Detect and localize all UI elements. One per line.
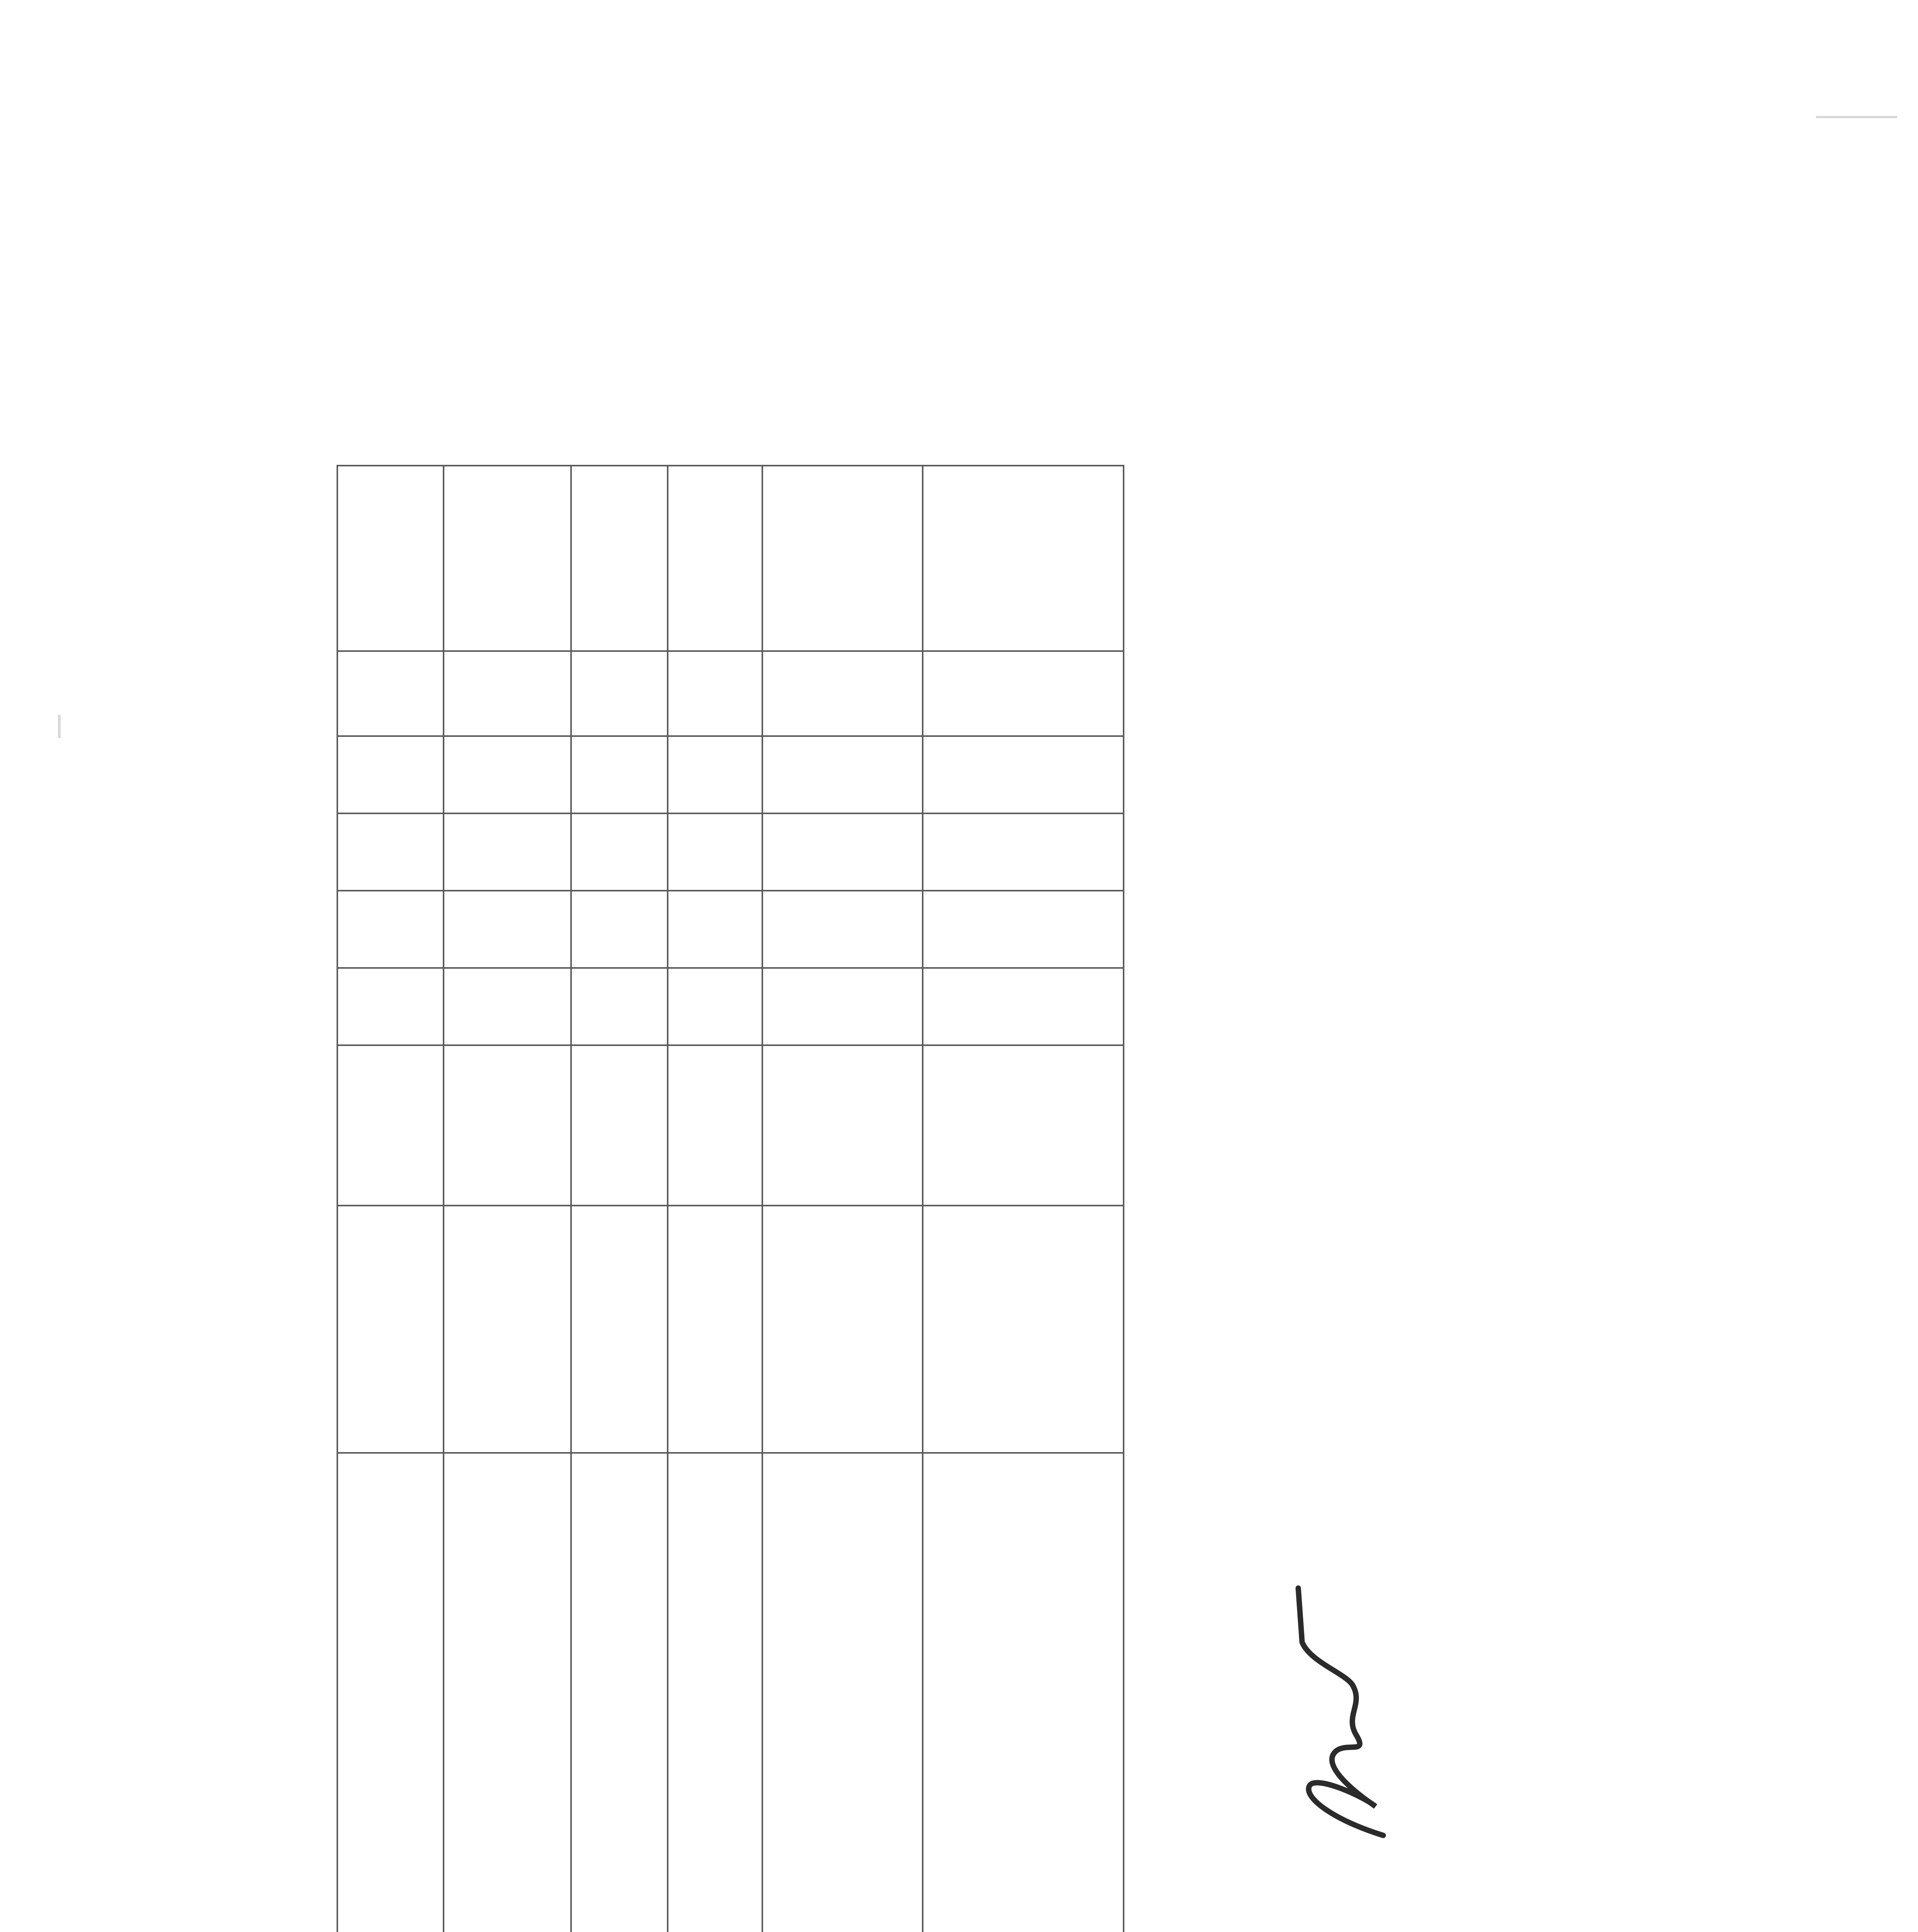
location-timing [571, 1206, 668, 1453]
location-timing [668, 1206, 762, 1453]
stage-check [337, 891, 444, 968]
stage-check [923, 736, 1124, 813]
stage-check [668, 968, 762, 1045]
stage-check [337, 813, 444, 891]
status-check [668, 651, 762, 736]
mitigation-measure [923, 1453, 1124, 1932]
remarks [337, 466, 444, 651]
stage-check [571, 813, 668, 891]
table-row [762, 466, 923, 1932]
stage-check [571, 736, 668, 813]
remarks [762, 466, 923, 651]
remarks [444, 466, 571, 651]
mitigation-measure [762, 1453, 923, 1932]
stage-check [762, 968, 923, 1045]
status-check [571, 651, 668, 736]
table-row [337, 466, 444, 1932]
implementation-agent [668, 1045, 762, 1206]
implementation-agent [337, 1045, 444, 1206]
stage-check [571, 968, 668, 1045]
stage-check [923, 813, 1124, 891]
remarks [668, 466, 762, 651]
status-check [337, 651, 444, 736]
status-check [923, 651, 1124, 736]
location-timing [923, 1206, 1124, 1453]
stage-check [923, 968, 1124, 1045]
stage-check [668, 891, 762, 968]
table-row [444, 466, 571, 1932]
mitigation-measure [668, 1453, 762, 1932]
stage-check [444, 813, 571, 891]
implementation-agent [762, 1045, 923, 1206]
stage-check [668, 813, 762, 891]
stage-check [668, 736, 762, 813]
mitigation-measure [337, 1453, 444, 1932]
table-row [923, 466, 1124, 1932]
stage-check [762, 736, 923, 813]
stage-check [444, 968, 571, 1045]
implementation-agent [923, 1045, 1124, 1206]
stage-check [337, 968, 444, 1045]
mitigation-measure [444, 1453, 571, 1932]
stage-check [923, 891, 1124, 968]
stage-check [571, 891, 668, 968]
table-row [668, 466, 762, 1932]
stage-check [762, 891, 923, 968]
location-timing [762, 1206, 923, 1453]
mitigation-measure [571, 1453, 668, 1932]
stage-check [762, 813, 923, 891]
mitigation-table [337, 465, 1124, 1932]
stage-check [444, 891, 571, 968]
implementation-agent [571, 1045, 668, 1206]
location-timing [444, 1206, 571, 1453]
stage-check [444, 736, 571, 813]
implementation-agent [444, 1045, 571, 1206]
table-row [571, 466, 668, 1932]
location-timing [337, 1206, 444, 1453]
status-check [444, 651, 571, 736]
stage-check [337, 736, 444, 813]
remarks [571, 466, 668, 651]
remarks [923, 466, 1124, 651]
rla-signature [1287, 1573, 1403, 1843]
status-check [762, 651, 923, 736]
